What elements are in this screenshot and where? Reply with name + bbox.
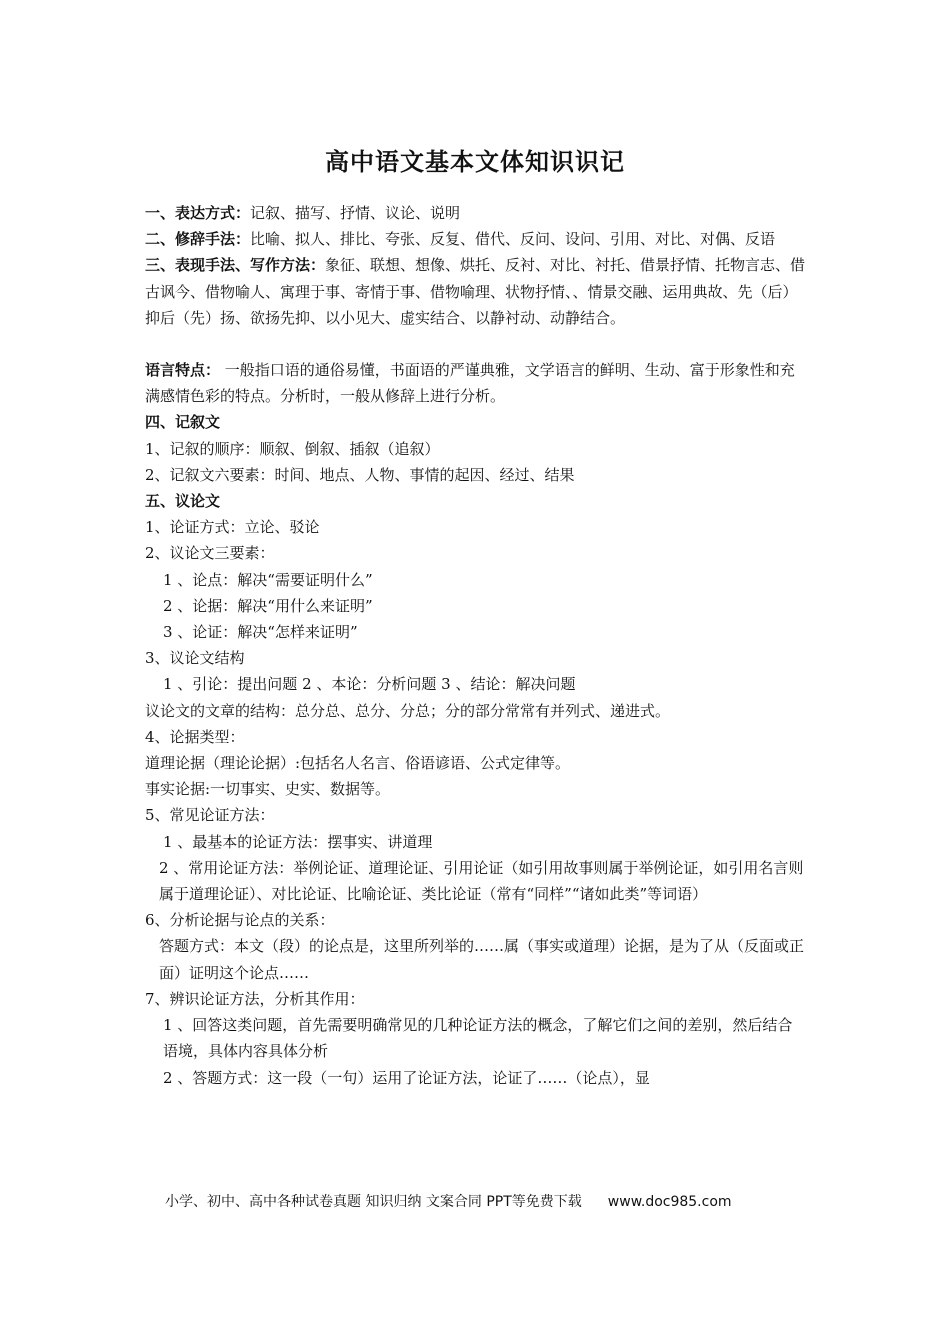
page-title: 高中语文基本文体知识识记 xyxy=(325,147,625,176)
argument-line: 3、议论文结构 xyxy=(145,649,245,668)
spacer xyxy=(145,331,807,357)
argument-subline: 2 、论据：解决“用什么来证明” xyxy=(163,596,373,615)
argument-line: 7、辨识论证方法，分析其作用： xyxy=(145,989,365,1008)
argument-line: 4、论据类型： xyxy=(145,727,245,746)
footer-text: 小学、初中、高中各种试卷真题 知识归纳 文案合同 PPT等免费下载 xyxy=(165,1194,582,1210)
section-text: 比喻、拟人、排比、夸张、反复、借代、反问、设问、引用、对比、对偶、反语 xyxy=(250,230,776,249)
section-rhetoric xyxy=(145,226,807,252)
argument-subline: 3 、论证：解决“怎样来证明” xyxy=(163,623,358,642)
footer-url-link[interactable]: www.doc985.com xyxy=(607,1194,732,1210)
argument-subline: 1 、回答这类问题，首先需要明确常见的几种论证方法的概念，了解它们之间的差别，然后结合语境，具体内容具体分析 xyxy=(163,1016,793,1061)
argument-line: 1、论证方式：立论、驳论 xyxy=(145,518,320,537)
argument-line: 2、议论文三要素： xyxy=(145,544,275,563)
argument-line: 道理论据（理论论据）:包括名人名言、俗语谚语、公式定律等。 xyxy=(145,754,571,773)
section-text: 一般指口语的通俗易懂，书面语的严谨典雅，文学语言的鲜明、生动、富于形象性和充满感情色彩的特点。分析时，一般从修辞上进行分析。 xyxy=(145,361,795,406)
section-argument-heading: 五、议论文 xyxy=(145,492,221,511)
argument-line: 事实论据:一切事实、史实、数据等。 xyxy=(145,780,391,799)
section-text: 记叙、描写、抒情、议论、说明 xyxy=(250,204,461,222)
section-text: 象征、联想、想像、烘托、反衬、对比、衬托、借景抒情、托物言志、借古讽今、借物喻人、寓理于事、寄情于事、借物喻理、状物抒情、、情景交融、运用典故、先（后）抑后（先）扬、欲扬先抑、以小见大、虚实结合、以静衬动、动静结合。 xyxy=(145,256,806,327)
narrative-line: 1、记叙的顺序：顺叙、倒叙、插叙（追叙） xyxy=(145,439,440,458)
section-heading: 一、表达方式： xyxy=(145,204,251,222)
argument-subline: 2 、答题方式：这一段（一句）运用了论证方法，论证了……（论点），显 xyxy=(163,1068,650,1087)
section-heading: 二、修辞手法： xyxy=(145,230,251,249)
section-heading: 语言特点： xyxy=(145,361,221,380)
document-body xyxy=(145,200,807,1091)
argument-line: 6、分析论据与论点的关系： xyxy=(145,911,335,930)
section-expression xyxy=(145,200,807,226)
page-footer xyxy=(165,1191,805,1211)
argument-subline: 2 、常用论证方法：举例论证、道理论证、引用论证（如引用故事则属于举例论证，如引用名言则属于道理论证）、对比论证、比喻论证、类比论证（常有“同样”“诸如此类”等词语） xyxy=(159,858,804,904)
section-language xyxy=(145,357,807,409)
narrative-line: 2、记叙文六要素：时间、地点、人物、事情的起因、经过、结果 xyxy=(145,465,575,484)
section-narrative-heading: 四、记叙文 xyxy=(145,413,221,432)
section-techniques xyxy=(145,252,807,331)
argument-subline: 答题方式：本文（段）的论点是，这里所列举的……属（事实或道理）论据，是为了从（反面或正面）证明这个论点…… xyxy=(159,937,805,982)
argument-line: 议论文的文章的结构：总分总、总分、分总；分的部分常常有并列式、递进式。 xyxy=(145,701,671,720)
argument-subline: 1 、最基本的论证方法：摆事实、讲道理 xyxy=(163,832,433,851)
argument-subline: 1 、论点：解决“需要证明什么” xyxy=(163,570,373,589)
argument-subline: 1 、引论：提出问题 2 、本论：分析问题 3 、结论：解决问题 xyxy=(163,675,576,694)
section-heading: 三、表现手法、写作方法： xyxy=(145,256,326,275)
argument-line: 5、常见论证方法： xyxy=(145,806,275,825)
